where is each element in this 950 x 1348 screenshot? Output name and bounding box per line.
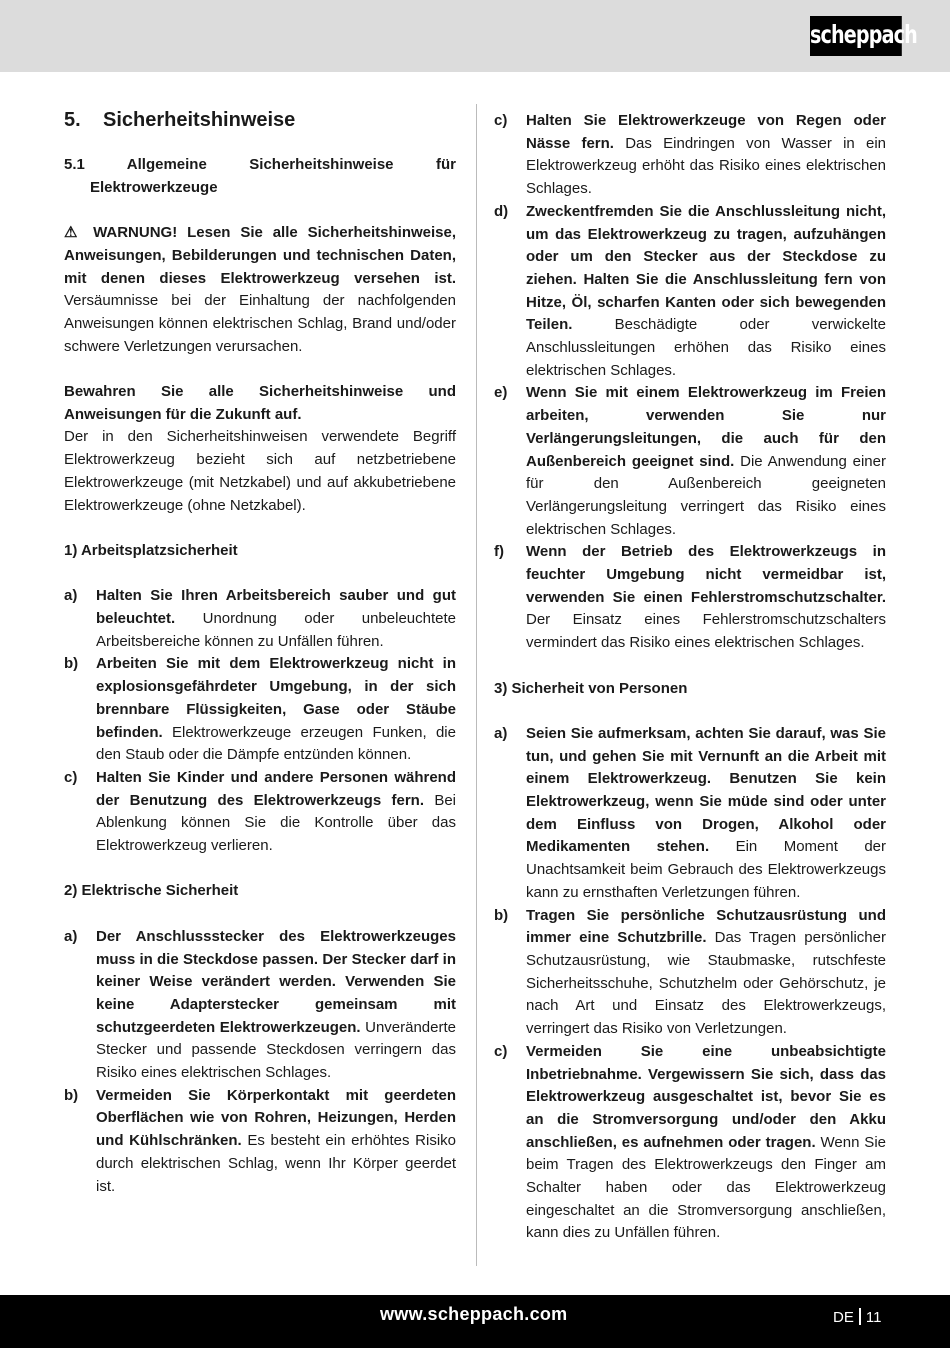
term-definition: Der in den Sicherheitshinweisen verwendete Begriff Elektrowerkzeug bezieht sich auf netzbetriebene Elektrowerkzeuge (mit Netzkabel) und auf akkubetriebene Elektrowerkzeuge (ohne Netzkabel). bbox=[64, 428, 456, 514]
item-bold: Der Anschlussstecker des Elektrowerkzeuges muss in die Steckdose passen. Der Stecker darf in keiner Weise verändert werden. Verwenden Sie keine Adapterstecker gemeinsam mit schutzgeerdeten Elektrowerkzeugen. bbox=[96, 927, 456, 1036]
item-normal: Unordnung oder unbeleuchtete Arbeitsbereiche können zu Unfällen führen. bbox=[96, 610, 456, 650]
item-normal: Unveränderte Stecker und passende Steckdosen verringern das Risiko eines elektrischen Schlages. bbox=[96, 1018, 456, 1082]
list-item bbox=[64, 653, 456, 767]
item-bold: Tragen Sie persönliche Schutzausrüstung und immer eine Schutzbrille. bbox=[526, 906, 886, 947]
item-normal: Wenn Sie beim Tragen des Elektrowerkzeugs den Finger am Schalter haben oder das Elektrowerkzeug eingeschaltet an die Stromversorgung anschließen, kann dies zu Unfällen führen. bbox=[526, 1133, 886, 1242]
warning-paragraph bbox=[64, 222, 456, 358]
list-item bbox=[64, 767, 456, 858]
page-number: 11 bbox=[865, 1309, 882, 1326]
item-text bbox=[526, 1041, 886, 1245]
item-bold: Halten Sie Ihren Arbeitsbereich sauber und gut beleuchtet. bbox=[96, 587, 456, 627]
column-divider bbox=[476, 104, 477, 1266]
item-bold: Wenn Sie mit einem Elektrowerkzeug im Freien arbeiten, verwenden Sie nur Verlängerungsleitungen, die auch für den Außenbereich geeignet sind. bbox=[526, 384, 886, 470]
list-item bbox=[64, 1085, 456, 1199]
website-link[interactable]: www.scheppach.com bbox=[380, 1304, 568, 1324]
item-bold: Halten Sie Kinder und andere Personen während der Benutzung des Elektrowerkzeugs fern. bbox=[96, 768, 456, 809]
list-item bbox=[494, 382, 886, 541]
item-letter: a) bbox=[494, 724, 508, 742]
item-normal: Die Anwendung einer für den Außenbereich geeigneten Verlängerungsleitung verringert das Risiko eines elektrischen Schlages. bbox=[526, 452, 886, 538]
item-text bbox=[526, 110, 886, 201]
section-title bbox=[64, 108, 456, 132]
warning-triangle-icon: ⚠ bbox=[64, 224, 84, 242]
item-bold: Vermeiden Sie eine unbeabsichtigte Inbetriebnahme. Vergewissern Sie sich, dass das Elektrowerkzeug ausgeschaltet ist, bevor Sie es an die Stromversorgung und/oder den Akku anschließen, es aufnehmen oder tragen. bbox=[526, 1042, 886, 1151]
section-2-list bbox=[64, 926, 456, 1198]
list-item bbox=[494, 905, 886, 1041]
item-letter: c) bbox=[494, 112, 508, 129]
right-column bbox=[494, 110, 886, 1245]
item-text bbox=[96, 926, 456, 1085]
subsection-title: 5.1 Allgemeine Sicherheitshinweise für Elektrowerkzeuge bbox=[64, 156, 456, 196]
section-2-title: 2) Elektrische Sicherheit bbox=[64, 882, 239, 900]
item-letter: a) bbox=[64, 927, 78, 945]
section-3-title: 3) Sicherheit von Personen bbox=[494, 679, 688, 697]
item-normal: Es besteht ein erhöhtes Risiko durch elektrischen Schlag, wenn Ihr Körper geerdet ist. bbox=[96, 1132, 457, 1195]
item-text bbox=[526, 382, 886, 541]
section-number: 5. bbox=[64, 109, 81, 131]
item-text bbox=[526, 541, 886, 655]
item-text bbox=[526, 201, 886, 383]
keep-instructions-bold: Bewahren Sie alle Sicherheitshinweise und Anweisungen für die Zukunft auf. bbox=[64, 383, 456, 423]
language-code: DE bbox=[833, 1309, 854, 1326]
item-text bbox=[96, 1085, 456, 1199]
item-letter: c) bbox=[64, 768, 78, 786]
item-letter: f) bbox=[494, 543, 504, 561]
item-text bbox=[526, 905, 886, 1041]
item-bold: Halten Sie Elektrowerkzeuge von Regen oder Nässe fern. bbox=[526, 112, 886, 152]
left-column bbox=[64, 108, 456, 1198]
list-item bbox=[64, 585, 456, 653]
item-normal: Bei Ablenkung können Sie die Kontrolle über das Elektrowerkzeug verlieren. bbox=[96, 791, 456, 855]
item-bold: Wenn der Betrieb des Elektrowerkzeugs in feuchter Umgebung nicht vermeidbar ist, verwenden Sie einen Fehlerstromschutzschalter. bbox=[526, 543, 886, 606]
list-item bbox=[494, 541, 886, 655]
page-header bbox=[0, 0, 950, 72]
item-letter: b) bbox=[64, 655, 79, 673]
item-letter: e) bbox=[494, 384, 508, 402]
item-normal: Elektrowerkzeuge erzeugen Funken, die den Staub oder die Dämpfe entzünden können. bbox=[96, 723, 456, 764]
item-letter: d) bbox=[494, 202, 509, 220]
list-item bbox=[494, 1041, 886, 1245]
item-bold: Seien Sie aufmerksam, achten Sie darauf, was Sie tun, und gehen Sie mit Vernunft an die Arbeit mit einem Elektrowerkzeug. Benutzen Sie kein Elektrowerkzeug, wenn Sie müde sind oder unter dem Einfluss von Drogen, Alkohol oder Medikamenten stehen. bbox=[526, 724, 886, 856]
section-1-title: 1) Arbeitsplatzsicherheit bbox=[64, 541, 238, 559]
section-title-text: Sicherheitshinweise bbox=[103, 109, 296, 131]
page-footer bbox=[0, 1295, 950, 1348]
item-letter: a) bbox=[64, 587, 78, 605]
section-1-list bbox=[64, 585, 456, 857]
item-letter: b) bbox=[64, 1086, 79, 1104]
item-text bbox=[96, 653, 456, 767]
list-item bbox=[494, 201, 886, 383]
page-indicator bbox=[833, 1308, 881, 1326]
item-normal: Das Tragen persönlicher Schutzausrüstung, wie Staubmaske, rutschfeste Sicherheitsschuhe, Schutzhelm oder Gehörschutz, je nach Art und Einsatz des Elektrowerkzeugs, verringert das Risiko von Verletzungen. bbox=[526, 929, 886, 1038]
item-normal: Beschädigte oder verwickelte Anschlussleitungen erhöhen das Risiko eines elektrischen Schlages. bbox=[526, 316, 886, 379]
item-bold: Arbeiten Sie mit dem Elektrowerkzeug nicht in explosionsgefährdeter Umgebung, in der sich brennbare Flüssigkeiten, Gase oder Stäube befinden. bbox=[96, 655, 456, 741]
item-text bbox=[526, 723, 886, 905]
item-text bbox=[96, 767, 456, 858]
section-3-list bbox=[494, 723, 886, 1245]
item-letter: b) bbox=[494, 906, 509, 924]
section-2-list-continued bbox=[494, 110, 886, 655]
item-letter: c) bbox=[494, 1042, 508, 1060]
item-text bbox=[96, 585, 456, 653]
scheppach-logo: scheppach bbox=[810, 16, 902, 56]
warning-text: Versäumnisse bei der Einhaltung der nachfolgenden Anweisungen können elektrischen Schlag, Brand und/oder schwere Verletzungen verursachen. bbox=[64, 292, 456, 355]
item-normal: Das Eindringen von Wasser in ein Elektrowerkzeug erhöht das Risiko eines elektrischen Schlages. bbox=[526, 134, 887, 198]
item-normal: Der Einsatz eines Fehlerstromschutzschalters vermindert das Risiko eines elektrischen Schlages. bbox=[526, 611, 886, 652]
list-item bbox=[494, 110, 886, 201]
list-item bbox=[494, 723, 886, 905]
list-item bbox=[64, 926, 456, 1085]
warning-bold: WARNUNG! Lesen Sie alle Sicherheitshinweise, Anweisungen, Bebilderungen und technischen Daten, mit denen dieses Elektrowerkzeug versehen ist. bbox=[64, 224, 457, 287]
item-bold: Zweckentfremden Sie die Anschlussleitung nicht, um das Elektrowerkzeug zu tragen, aufzuhängen oder um den Stecker aus der Steckdose zu ziehen. Halten Sie die Anschlussleitung fern von Hitze, Öl, scharfen Kanten oder sich bewegenden Teilen. bbox=[526, 202, 886, 334]
item-normal: Ein Moment der Unachtsamkeit beim Gebrauch des Elektrowerkzeugs kann zu ernsthaften Verletzungen führen. bbox=[526, 838, 886, 901]
item-bold: Vermeiden Sie Körperkontakt mit geerdeten Oberflächen wie von Rohren, Heizungen, Herden und Kühlschränken. bbox=[96, 1086, 456, 1150]
